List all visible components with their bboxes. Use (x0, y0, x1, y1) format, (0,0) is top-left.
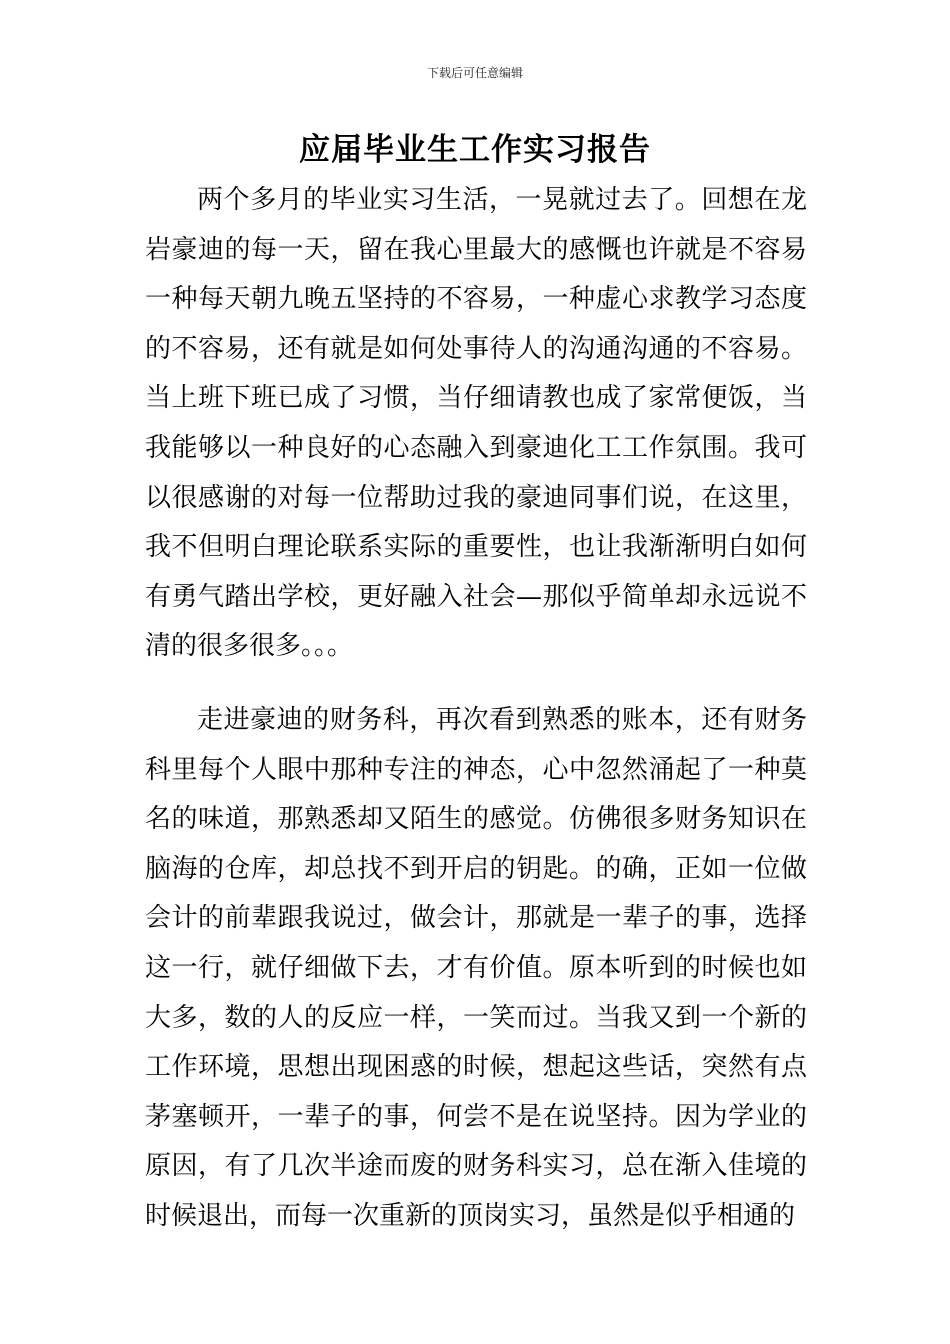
document-body (145, 176, 807, 1241)
paragraph-1: 两个多月的毕业实习生活，一晃就过去了。回想在龙岩豪迪的每一天，留在我心里最大的感慨也许就是不容易一种每天朝九晚五坚持的不容易，一种虚心求教学习态度的不容易，还有就是如何处事待人的沟通沟通的不容易。当上班下班已成了习惯，当仔细请教也成了家常便饭，当我能够以一种良好的心态融入到豪迪化工工作氛围。我可以很感谢的对每一位帮助过我的豪迪同事们说，在这里，我不但明白理论联系实际的重要性，也让我渐渐明白如何有勇气踏出学校，更好融入社会—那似乎简单却永远说不清的很多很多。。。 (145, 185, 807, 662)
paragraph-2: 走进豪迪的财务科，再次看到熟悉的账本，还有财务科里每个人眼中那种专注的神态，心中忽然涌起了一种莫名的味道，那熟悉却又陌生的感觉。仿佛很多财务知识在脑海的仓库，却总找不到开启的钥匙。的确，正如一位做会计的前辈跟我说过，做会计，那就是一辈子的事，选择这一行，就仔细做下去，才有价值。原本听到的时候也如大多，数的人的反应一样，一笑而过。当我又到一个新的工作环境，思想出现困惑的时候，想起这些话，突然有点茅塞顿开，一辈子的事，何尝不是在说坚持。因为学业的原因，有了几次半途而废的财务科实习，总在渐入佳境的时候退出，而每一次重新的顶岗实习，虽然是似乎相通的 (145, 704, 807, 1231)
document-title: 应届毕业生工作实习报告 (299, 132, 651, 168)
header-note: 下载后可任意编辑 (426, 66, 523, 80)
